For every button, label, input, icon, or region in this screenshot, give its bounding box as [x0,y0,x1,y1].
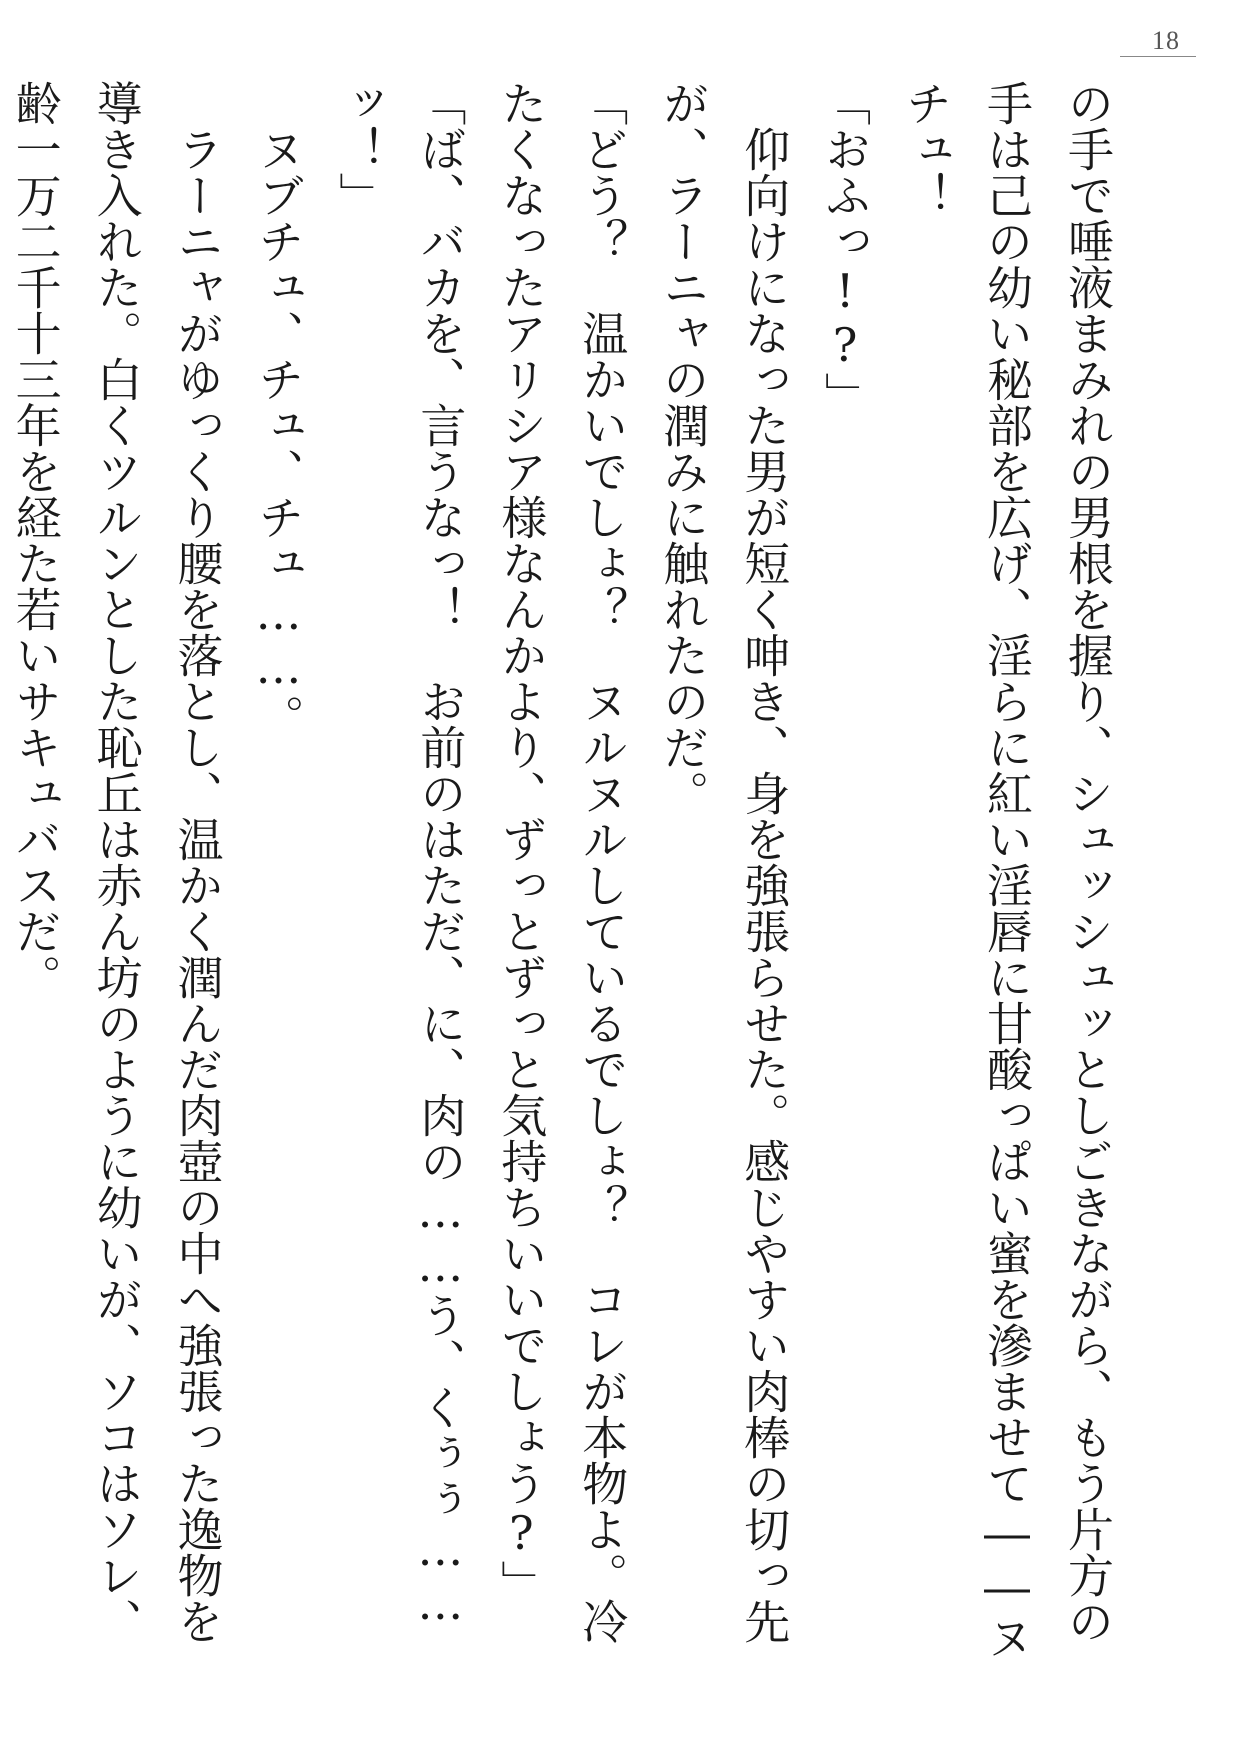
body-text [8,80,1128,1680]
paragraph: 「おふっ!?」 [818,80,873,418]
paragraph: の手で唾液まみれの男根を握り、シュッシュッとしごきながら、もう片方の手は己の幼い秘部を広げ、淫らに紅い淫唇に甘酸っぱい蜜を滲ませて――ヌチュ！ [899,80,1115,1660]
paragraph: ラーニャがゆっくり腰を落とし、温かく潤んだ肉壺の中へ強張った逸物を導き入れた。白くツルンとした恥丘は赤ん坊のように幼いが、ソコはソレ、齢一万二千十三年を経た若いサキュバスだ。 [8,80,225,1644]
paragraph: ヌブチュ、チュ、チュ……。 [251,80,306,740]
page-number: 18 [1152,26,1180,55]
paragraph: 「どう？ 温かいでしょ？ ヌルヌルしているでしょ？ コレが本物よ。冷たくなったアリシア様なんかより、ずっとずっと気持ちいいでしょう?」 [494,80,630,1644]
paragraph: 「ば、バカを、言うなっ！ お前のはただ、に、肉の……う、くぅぅ……ッ！」 [332,80,468,1630]
paragraph: 仰向けになった男が短く呻き、身を強張らせた。感じやすい肉棒の切っ先が、ラーニャの潤みに触れたのだ。 [656,80,792,1644]
page-number-rule [1120,56,1196,57]
